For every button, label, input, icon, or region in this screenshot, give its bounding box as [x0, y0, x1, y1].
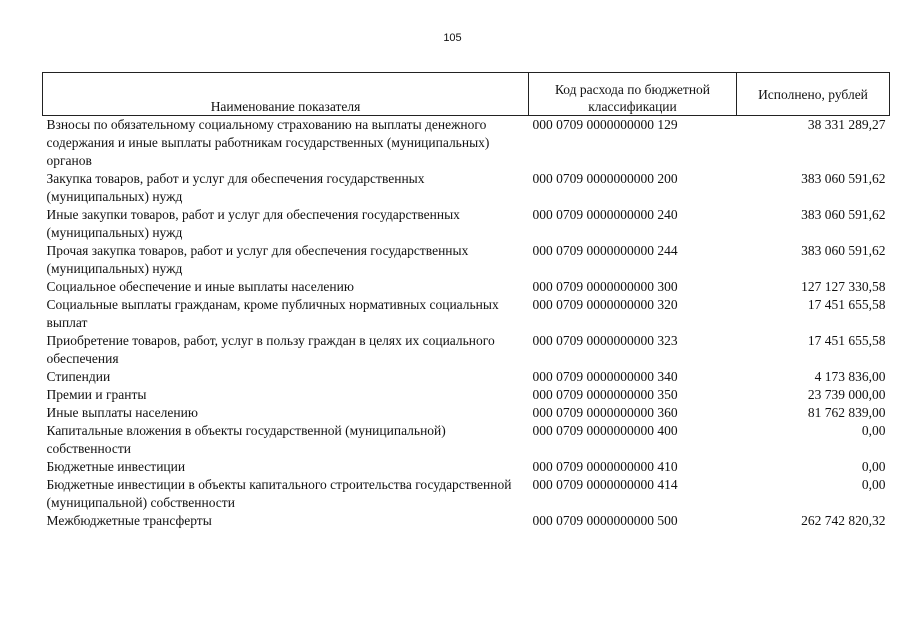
executed-amount-cell: 383 060 591,62	[801, 243, 886, 258]
indicator-name-cell: Иные выплаты населению	[46, 405, 198, 420]
budget-code-cell: 000 0709 0000000000 414	[532, 477, 678, 492]
budget-code-cell: 000 0709 0000000000 410	[532, 459, 678, 474]
indicator-name-cell: Взносы по обязательному социальному страхованию на выплаты денежного содержания и иные выплаты работникам государственных (муниципальных) органов	[46, 117, 490, 168]
indicator-name-cell: Межбюджетные трансферты	[46, 513, 212, 528]
table-header	[43, 73, 890, 116]
table-row	[43, 116, 890, 171]
executed-amount-cell: 0,00	[861, 477, 886, 492]
column-header-name: Наименование показателя	[43, 73, 529, 116]
executed-amount-cell: 262 742 820,32	[801, 513, 886, 528]
budget-code-cell: 000 0709 0000000000 240	[532, 207, 678, 222]
executed-amount-cell: 4 173 836,00	[814, 369, 886, 384]
budget-code-cell: 000 0709 0000000000 340	[532, 369, 678, 384]
indicator-name-cell: Бюджетные инвестиции в объекты капитального строительства государственной (муниципальной) собственности	[46, 477, 512, 510]
header-row	[43, 73, 890, 116]
table-row	[43, 476, 890, 512]
table-row	[43, 368, 890, 386]
executed-amount-cell: 127 127 330,58	[801, 279, 886, 294]
executed-amount-cell: 0,00	[861, 459, 886, 474]
indicator-name-cell: Прочая закупка товаров, работ и услуг для обеспечения государственных (муниципальных) нужд	[46, 243, 469, 276]
column-header-amount: Исполнено, рублей	[737, 73, 890, 116]
table-row	[43, 278, 890, 296]
executed-amount-cell: 81 762 839,00	[807, 405, 886, 420]
indicator-name-cell: Стипендии	[46, 369, 111, 384]
budget-code-cell: 000 0709 0000000000 500	[532, 513, 678, 528]
table-row	[43, 404, 890, 422]
executed-amount-cell: 38 331 289,27	[807, 117, 886, 132]
table-row	[43, 170, 890, 206]
table-row	[43, 422, 890, 458]
budget-code-cell: 000 0709 0000000000 320	[532, 297, 678, 312]
indicator-name-cell: Закупка товаров, работ и услуг для обеспечения государственных (муниципальных) нужд	[46, 171, 425, 204]
table-row	[43, 512, 890, 530]
expenditure-table	[42, 72, 890, 530]
table-row	[43, 242, 890, 278]
budget-code-cell: 000 0709 0000000000 129	[532, 117, 678, 132]
table-row	[43, 458, 890, 476]
executed-amount-cell: 23 739 000,00	[807, 387, 886, 402]
table-body	[43, 116, 890, 531]
budget-code-cell: 000 0709 0000000000 360	[532, 405, 678, 420]
indicator-name-cell: Премии и гранты	[46, 387, 147, 402]
budget-code-cell: 000 0709 0000000000 400	[532, 423, 678, 438]
indicator-name-cell: Капитальные вложения в объекты государственной (муниципальной) собственности	[46, 423, 446, 456]
executed-amount-cell: 17 451 655,58	[807, 297, 886, 312]
executed-amount-cell: 17 451 655,58	[807, 333, 886, 348]
budget-code-cell: 000 0709 0000000000 300	[532, 279, 678, 294]
page-number: 105	[443, 32, 462, 44]
executed-amount-cell: 0,00	[861, 423, 886, 438]
executed-amount-cell: 383 060 591,62	[801, 207, 886, 222]
budget-code-cell: 000 0709 0000000000 350	[532, 387, 678, 402]
table-row	[43, 386, 890, 404]
indicator-name-cell: Социальные выплаты гражданам, кроме публичных нормативных социальных выплат	[46, 297, 499, 330]
table-row	[43, 332, 890, 368]
executed-amount-cell: 383 060 591,62	[801, 171, 886, 186]
indicator-name-cell: Бюджетные инвестиции	[46, 459, 186, 474]
table-row	[43, 206, 890, 242]
indicator-name-cell: Социальное обеспечение и иные выплаты населению	[46, 279, 354, 294]
indicator-name-cell: Приобретение товаров, работ, услуг в пользу граждан в целях их социального обеспечения	[46, 333, 495, 366]
budget-code-cell: 000 0709 0000000000 323	[532, 333, 678, 348]
budget-code-cell: 000 0709 0000000000 244	[532, 243, 678, 258]
column-header-code: Код расхода по бюджетной классификации	[529, 73, 737, 116]
table-row	[43, 296, 890, 332]
budget-code-cell: 000 0709 0000000000 200	[532, 171, 678, 186]
indicator-name-cell: Иные закупки товаров, работ и услуг для обеспечения государственных (муниципальных) нужд	[46, 207, 460, 240]
